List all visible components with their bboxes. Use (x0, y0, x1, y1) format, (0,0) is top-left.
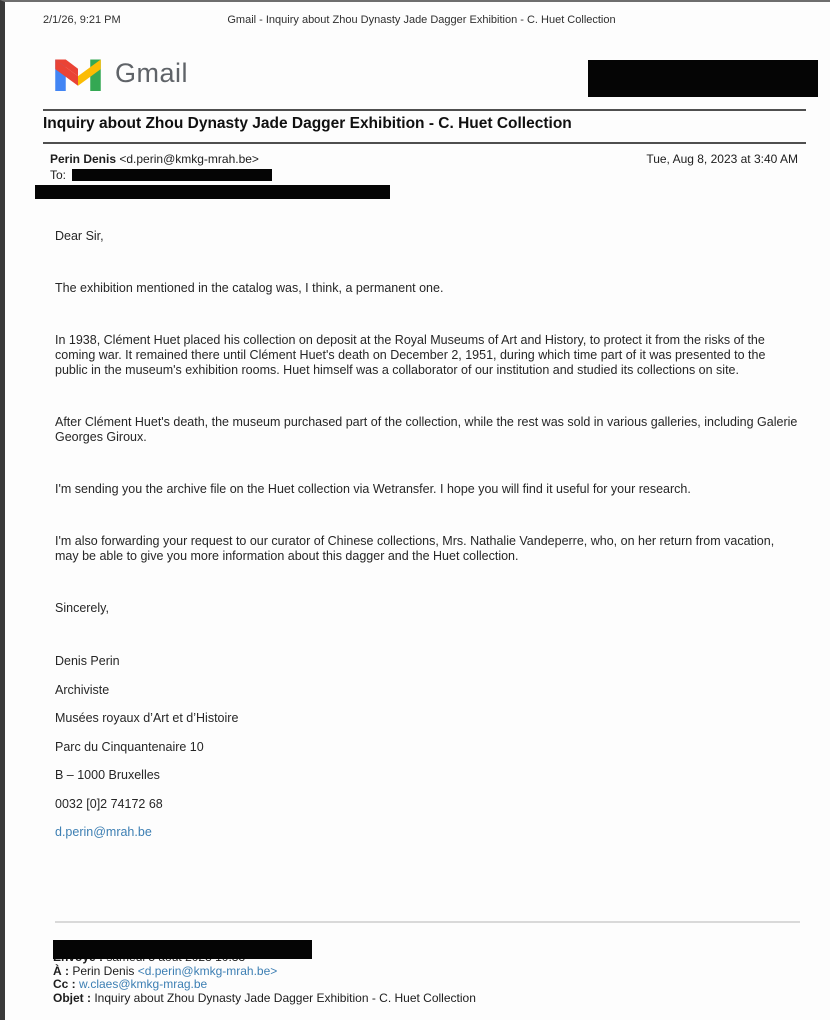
signature-title: Archiviste (55, 682, 110, 697)
quoted-to-email-link[interactable]: <d.perin@kmkg-mrah.be> (137, 963, 278, 978)
quoted-header-block (53, 951, 800, 1005)
divider-below-subject (43, 142, 806, 144)
recipient-row (50, 168, 272, 182)
signature-name: Denis Perin (55, 654, 120, 668)
signature-phone: 0032 [0]2 74172 68 (55, 796, 163, 811)
divider-above-subject (43, 109, 806, 111)
print-title: Gmail - Inquiry about Zhou Dynasty Jade Dagger Exhibition - C. Huet Collection (227, 14, 616, 26)
sender-row (50, 152, 800, 166)
paragraph: In 1938, Clément Huet placed his collection on deposit at the Royal Museums of Art and History, to protect it from the risks of the coming war. It remained there until Clément Huet's death on December 2, 1951, during which time part of it was presented to the public in the museum's exhibition rooms. Huet himself was a collaborator of our institution and studied its collections on site. (55, 333, 766, 377)
signature-email-link[interactable]: d.perin@mrah.be (55, 825, 152, 839)
signature-city: B – 1000 Bruxelles (55, 768, 160, 782)
quoted-divider (55, 921, 800, 923)
sender-email: <d.perin@kmkg-mrah.be> (116, 152, 259, 166)
signature-block (55, 654, 800, 840)
quoted-cc-line (53, 978, 800, 992)
redaction-recipient (72, 169, 272, 181)
redaction-quoted-from (53, 940, 312, 959)
print-header (43, 14, 800, 26)
closing: Sincerely, (55, 601, 109, 615)
signature-org: Musées royaux d’Art et d’Histoire (55, 711, 239, 725)
message-body (55, 224, 800, 854)
quoted-subject-line (53, 992, 800, 1006)
paragraph: After Clément Huet's death, the museum purchased part of the collection, while the rest was sold in various galleries, including Galerie Georges Giroux. (55, 415, 798, 444)
redaction-account-email (588, 60, 818, 97)
gmail-logo-text: Gmail (115, 58, 189, 88)
gmail-logo (55, 56, 188, 91)
paragraph: I'm also forwarding your request to our curator of Chinese collections, Mrs. Nathalie Vandeperre, who, on her return from vacation, may be able to give you more information about this dagger and the Huet collection. (55, 534, 775, 563)
message-date: Tue, Aug 8, 2023 at 3:40 AM (646, 152, 798, 166)
paragraph: I'm sending you the archive file on the Huet collection via Wetransfer. I hope you will find it useful for your research. (55, 482, 691, 496)
print-datetime: 2/1/26, 9:21 PM (43, 14, 121, 26)
paragraph: The exhibition mentioned in the catalog was, I think, a permanent one. (55, 281, 444, 295)
quoted-subject-label: Objet : (53, 990, 91, 1005)
sender-name: Perin Denis (50, 152, 117, 166)
email-subject: Inquiry about Zhou Dynasty Jade Dagger Exhibition - C. Huet Collection (43, 115, 572, 132)
quoted-to-line (53, 965, 800, 979)
quoted-to-label: À : (53, 963, 69, 978)
to-label: To: (50, 168, 67, 182)
redaction-recipient-2 (35, 185, 390, 199)
gmail-m-icon (55, 56, 101, 91)
quoted-subject-value: Inquiry about Zhou Dynasty Jade Dagger Exhibition - C. Huet Collection (91, 990, 476, 1005)
signature-street: Parc du Cinquantenaire 10 (55, 739, 204, 754)
salutation: Dear Sir, (55, 229, 104, 243)
quoted-to-name: Perin Denis (69, 963, 138, 978)
quoted-cc-label: Cc : (53, 977, 76, 991)
quoted-cc-email-link[interactable]: w.claes@kmkg-mrag.be (75, 977, 208, 991)
